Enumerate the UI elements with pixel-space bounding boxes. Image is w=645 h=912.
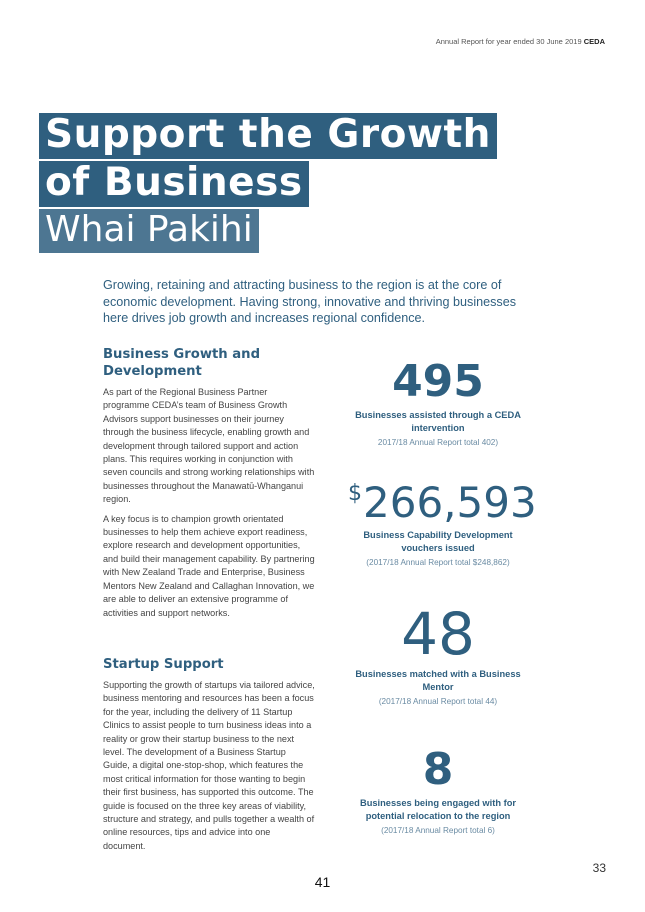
page-title xyxy=(39,113,497,253)
dollar-sign: $ xyxy=(348,481,362,506)
section-heading-startup-support: Startup Support xyxy=(103,657,224,672)
stat-note: (2017/18 Annual Report total 44) xyxy=(378,696,498,706)
stat-label: Businesses matched with a Business Mentor xyxy=(355,669,521,693)
stat-note: 2017/18 Annual Report total 402) xyxy=(377,437,499,447)
header-text: Annual Report for year ended 30 June 2019 xyxy=(435,37,582,46)
section-startup-support xyxy=(103,656,315,859)
stat-value: 48 xyxy=(401,600,475,668)
stat-note: (2017/18 Annual Report total $248,862) xyxy=(366,557,510,567)
title-line-1: Support the Growth xyxy=(39,113,497,159)
business-growth-paragraph-2: A key focus is to champion growth orientated businesses to help them achieve export readiness, explore research and development opportunities, and build their management capability. By partnering with New Zealand Trade and Enterprise, Business Mentors New Zealand and Callaghan Innovation, we are able to deliver an extensive programme of activities and support networks. xyxy=(103,513,315,618)
stat-relocation-engagements xyxy=(348,744,528,837)
stat-note: (2017/18 Annual Report total 6) xyxy=(381,825,495,835)
stat-businesses-mentored xyxy=(348,600,528,708)
title-line-2: of Business xyxy=(39,161,309,207)
page-number: 33 xyxy=(592,861,606,875)
stat-vouchers-issued xyxy=(348,478,537,569)
stat-value: 8 xyxy=(422,744,454,795)
footer-page-number: 41 xyxy=(314,874,331,890)
header-brand: CEDA xyxy=(583,37,605,46)
intro-paragraph: Growing, retaining and attracting business to the region is at the core of economic development. Having strong, innovative and thriving businesses here drives job growth and increases regional confidence. xyxy=(103,278,517,325)
stat-value: 266,593 xyxy=(363,478,537,527)
stat-label: Businesses being engaged with for potential relocation to the region xyxy=(359,798,516,822)
section-heading-business-growth: Business Growth and Development xyxy=(103,347,261,379)
section-business-growth xyxy=(103,346,315,626)
report-header xyxy=(436,37,605,46)
business-growth-paragraph-1: As part of the Regional Business Partner programme CEDA’s team of Business Growth Advisors support businesses on their journey through the business lifecycle, enabling growth and development through tailored support and action plans. This requires working in conjunction with seven councils and strong working relationships with businesses throughout the Manawatū-Whanganui region. xyxy=(103,387,315,505)
stat-label: Businesses assisted through a CEDA intervention xyxy=(355,410,521,434)
title-maori-subtitle: Whai Pakihi xyxy=(39,209,259,253)
stat-value-wrapper xyxy=(348,478,537,527)
stat-value: 495 xyxy=(392,356,484,407)
stat-businesses-assisted xyxy=(348,356,528,449)
startup-support-paragraph: Supporting the growth of startups via tailored advice, business mentoring and resources has been a focus for the year, including the delivery of 11 Startup Clinics to assist people to turn business ideas into a reality or grow their startup business to the next level. The development of a Business Startup Guide, a digital one-stop-shop, which features the most critical information for those wanting to begin their first business, has supported this outcome. The guide is focused on the three key areas of viability, structure and strategy, and pulls together a wealth of online resources, tips and advice into one document. xyxy=(103,680,315,851)
stat-label: Business Capability Development vouchers issued xyxy=(363,530,513,554)
